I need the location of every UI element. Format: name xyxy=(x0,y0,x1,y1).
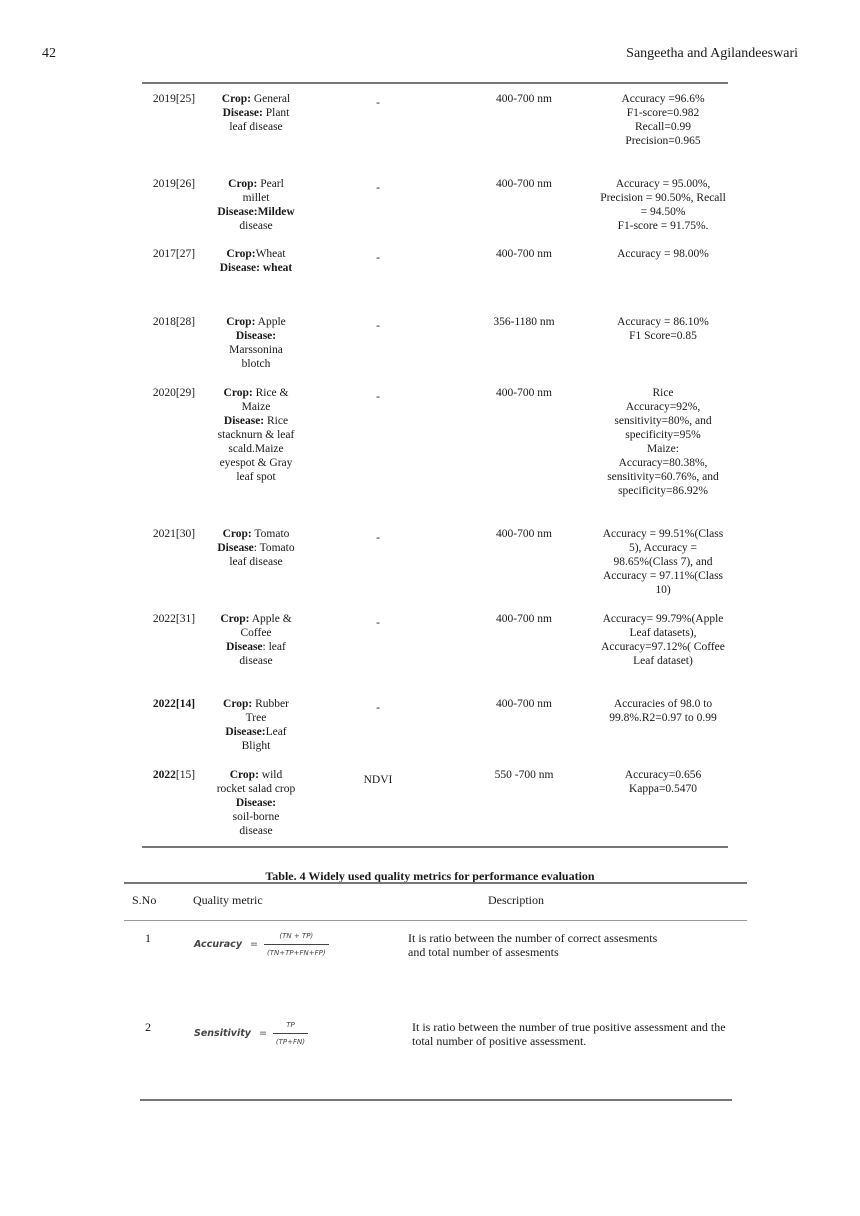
performance-line: Accuracy= 99.79%(Apple xyxy=(602,613,724,625)
performance-line: Accuracy = 86.10% xyxy=(617,316,709,328)
performance-line: Precision = 90.50%, Recall xyxy=(600,192,726,204)
year-text: 2017 xyxy=(152,248,176,260)
crop-disease-line xyxy=(206,428,306,442)
crop-disease-line xyxy=(206,810,306,824)
table-cell-year xyxy=(140,697,208,711)
performance-line: 10) xyxy=(655,584,671,596)
table-cell-year xyxy=(140,768,208,782)
field-value: Tomato xyxy=(251,528,290,540)
field-value: blotch xyxy=(241,358,271,370)
crop-disease-line xyxy=(206,555,306,569)
field-label: Disease: xyxy=(235,330,277,342)
field-label: Crop: xyxy=(221,93,251,105)
performance-line: 98.65%(Class 7), and xyxy=(613,556,713,568)
table-cell-year xyxy=(140,315,208,329)
field-value: stacknurn & leaf xyxy=(217,429,295,441)
crop-disease-line xyxy=(206,191,306,205)
performance-line: 99.8%.R2=0.97 to 0.99 xyxy=(609,712,717,724)
year-text: 2018 xyxy=(152,316,176,328)
performance-line: Recall=0.99 xyxy=(635,121,691,133)
table-cell-crop-disease xyxy=(206,315,306,371)
crop-disease-line xyxy=(206,527,306,541)
table-cell-performance xyxy=(592,768,734,796)
denominator: (TN+TP+FN+FP) xyxy=(266,949,326,957)
crop-disease-line xyxy=(206,400,306,414)
table-cell-crop-disease xyxy=(206,177,306,233)
crop-disease-line xyxy=(206,357,306,371)
table-cell-vegetation-index: - xyxy=(376,320,380,332)
metric-formula xyxy=(194,1018,308,1049)
crop-disease-line xyxy=(206,456,306,470)
field-value: Apple & xyxy=(249,613,292,625)
field-label: Crop: xyxy=(220,613,250,625)
table4-sno: 1 xyxy=(145,931,151,945)
crop-disease-line xyxy=(206,120,306,134)
table-cell-vegetation-index: - xyxy=(376,252,380,264)
table-cell-vegetation-index: - xyxy=(376,182,380,194)
table4-header-sno: S.No xyxy=(132,893,157,907)
field-value: disease xyxy=(239,825,273,837)
reference-text: [26] xyxy=(175,178,196,190)
reference-text: [25] xyxy=(175,93,196,105)
performance-line: Accuracy = 95.00%, xyxy=(615,178,711,190)
table-cell-crop-disease xyxy=(206,247,306,275)
table4-caption: Table. 4 Widely used quality metrics for performance evaluation xyxy=(265,869,595,883)
field-value: eyespot & Gray xyxy=(219,457,293,469)
field-value: : leaf xyxy=(262,641,286,653)
description-line: total number of positive assessment. xyxy=(412,1034,587,1048)
performance-line: Accuracy =96.6% xyxy=(621,93,705,105)
performance-line: specificity=95% xyxy=(625,429,701,441)
table-cell-vegetation-index: - xyxy=(376,617,380,629)
field-value: Apple xyxy=(255,316,286,328)
field-value: millet xyxy=(242,192,270,204)
table4-bottom-rule xyxy=(140,1099,732,1101)
performance-line: F1-score = 91.75%. xyxy=(617,220,709,232)
field-label: Disease: xyxy=(225,726,266,738)
table4-top-rule xyxy=(124,882,747,884)
crop-disease-line xyxy=(206,612,306,626)
field-value: Rubber xyxy=(252,698,289,710)
crop-disease-line xyxy=(206,177,306,191)
performance-line: Leaf dataset) xyxy=(633,655,693,667)
table-cell-year xyxy=(140,177,208,191)
performance-line: Accuracy=0.656 xyxy=(624,769,702,781)
field-label: Crop: xyxy=(223,387,253,399)
performance-line: Accuracy=80.38%, xyxy=(618,457,708,469)
running-head: Sangeetha and Agilandeeswari xyxy=(626,46,798,61)
table-cell-year xyxy=(140,247,208,261)
equals-sign: = xyxy=(258,1028,267,1039)
table4-sno: 2 xyxy=(145,1020,151,1034)
table-cell-vegetation-index: - xyxy=(376,391,380,403)
performance-line: sensitivity=80%, and xyxy=(614,415,712,427)
crop-disease-line xyxy=(206,261,306,275)
performance-line: specificity=86.92% xyxy=(618,485,708,497)
table-cell-spectral-band: 400-700 nm xyxy=(496,93,552,105)
table-cell-year xyxy=(140,527,208,541)
field-value: Wheat xyxy=(255,248,286,260)
table4-header-metric: Quality metric xyxy=(193,893,263,907)
crop-disease-line xyxy=(206,711,306,725)
year-text: 2022 xyxy=(152,613,176,625)
crop-disease-line xyxy=(206,541,306,555)
field-value: Leaf xyxy=(265,726,287,738)
crop-disease-line xyxy=(206,725,306,739)
table-cell-performance xyxy=(592,386,734,498)
table-cell-spectral-band: 550 -700 nm xyxy=(494,769,554,781)
crop-disease-line xyxy=(206,205,306,219)
numerator: TP xyxy=(273,1018,308,1034)
table-cell-spectral-band: 400-700 nm xyxy=(496,387,552,399)
crop-disease-line xyxy=(206,315,306,329)
performance-line: F1-score=0.982 xyxy=(626,107,700,119)
table-cell-spectral-band: 400-700 nm xyxy=(496,528,552,540)
table-cell-spectral-band: 356-1180 nm xyxy=(493,316,555,328)
table-cell-crop-disease xyxy=(206,768,306,838)
crop-disease-line xyxy=(206,219,306,233)
performance-line: Accuracy=97.12%( Coffee xyxy=(601,641,725,653)
description-line: It is ratio between the number of correct assesments xyxy=(408,931,658,945)
field-value: soil-borne xyxy=(232,811,280,823)
metric-name: Accuracy xyxy=(194,939,243,950)
table3-bottom-rule xyxy=(142,846,728,848)
field-label: Disease:Mildew xyxy=(217,206,295,218)
crop-disease-line xyxy=(206,442,306,456)
table-cell-performance xyxy=(592,177,734,233)
performance-line: Accuracy = 97.11%(Class xyxy=(602,570,724,582)
crop-disease-line xyxy=(206,782,306,796)
table-cell-vegetation-index: - xyxy=(376,702,380,714)
description-line: It is ratio between the number of true positive assessment and the xyxy=(412,1020,726,1034)
crop-disease-line xyxy=(206,824,306,838)
reference-text: [14] xyxy=(175,698,196,710)
field-value: Maize xyxy=(241,401,271,413)
table-cell-spectral-band: 400-700 nm xyxy=(496,248,552,260)
year-text: 2019 xyxy=(152,93,176,105)
field-value: Rice & xyxy=(252,387,289,399)
table4-description xyxy=(408,931,738,959)
table4-description xyxy=(412,1020,742,1048)
table-cell-spectral-band: 400-700 nm xyxy=(496,698,552,710)
table-cell-crop-disease xyxy=(206,92,306,134)
field-value: Pearl xyxy=(257,178,284,190)
fraction xyxy=(273,1018,308,1049)
year-text: 2019 xyxy=(152,178,176,190)
crop-disease-line xyxy=(206,470,306,484)
field-value: Plant xyxy=(262,107,290,119)
field-label: Disease xyxy=(217,542,254,554)
field-label: Crop: xyxy=(222,528,252,540)
field-label: Disease: wheat xyxy=(219,262,293,274)
year-text: 2020 xyxy=(152,387,176,399)
field-value: Rice xyxy=(264,415,289,427)
table-cell-spectral-band: 400-700 nm xyxy=(496,178,552,190)
crop-disease-line xyxy=(206,343,306,357)
table-cell-crop-disease xyxy=(206,386,306,484)
description-line: and total number of assesments xyxy=(408,945,559,959)
crop-disease-line xyxy=(206,768,306,782)
table-cell-performance xyxy=(592,612,734,668)
field-value: rocket salad crop xyxy=(216,783,296,795)
field-value: disease xyxy=(239,220,273,232)
field-label: Crop: xyxy=(223,698,253,710)
denominator: (TP+FN) xyxy=(275,1038,306,1046)
crop-disease-line xyxy=(206,414,306,428)
performance-line: Rice xyxy=(652,387,674,399)
page-number: 42 xyxy=(42,46,56,61)
table-cell-performance xyxy=(592,92,734,148)
crop-disease-line xyxy=(206,626,306,640)
reference-text: [30] xyxy=(175,528,196,540)
field-value: leaf disease xyxy=(229,121,283,133)
numerator: (TN + TP) xyxy=(264,929,329,945)
performance-line: Maize: xyxy=(647,443,679,455)
year-text: 2021 xyxy=(152,528,176,540)
crop-disease-line xyxy=(206,386,306,400)
table-cell-year xyxy=(140,92,208,106)
reference-text: [31] xyxy=(175,613,196,625)
performance-line: Accuracy = 99.51%(Class xyxy=(602,528,724,540)
field-label: Disease: xyxy=(235,797,277,809)
performance-line: = 94.50% xyxy=(640,206,686,218)
table-cell-crop-disease xyxy=(206,527,306,569)
performance-line: Kappa=0.5470 xyxy=(628,783,698,795)
year-text: 2022 xyxy=(152,769,176,781)
field-label: Disease: xyxy=(223,415,265,427)
performance-line: sensitivity=60.76%, and xyxy=(607,471,719,483)
table-cell-vegetation-index: NDVI xyxy=(363,774,393,786)
crop-disease-line xyxy=(206,329,306,343)
performance-line: Accuracies of 98.0 to xyxy=(613,698,713,710)
field-label: Crop: xyxy=(226,248,256,260)
field-value: leaf disease xyxy=(229,556,283,568)
table4-header-description: Description xyxy=(488,893,544,907)
crop-disease-line xyxy=(206,247,306,261)
crop-disease-line xyxy=(206,697,306,711)
field-label: Crop: xyxy=(229,769,259,781)
table-cell-performance xyxy=(592,527,734,597)
table-cell-performance xyxy=(592,315,734,343)
field-label: Crop: xyxy=(228,178,258,190)
reference-text: [27] xyxy=(175,248,196,260)
field-label: Disease xyxy=(226,641,263,653)
crop-disease-line xyxy=(206,796,306,810)
field-label: Crop: xyxy=(226,316,256,328)
reference-text: [15] xyxy=(175,769,196,781)
performance-line: 5), Accuracy = xyxy=(628,542,698,554)
year-text: 2022 xyxy=(152,698,176,710)
crop-disease-line xyxy=(206,640,306,654)
crop-disease-line xyxy=(206,92,306,106)
table-cell-vegetation-index: - xyxy=(376,532,380,544)
field-value: leaf spot xyxy=(236,471,276,483)
table-cell-spectral-band: 400-700 nm xyxy=(496,613,552,625)
metric-formula xyxy=(194,929,329,960)
field-value: Coffee xyxy=(240,627,272,639)
performance-line: F1 Score=0.85 xyxy=(629,330,697,342)
field-label: Disease: xyxy=(222,107,263,119)
performance-line: Accuracy=92%, xyxy=(625,401,701,413)
table-cell-performance xyxy=(592,697,734,725)
field-value: disease xyxy=(239,655,273,667)
performance-line: Leaf datasets), xyxy=(629,627,697,639)
field-value: Tree xyxy=(245,712,267,724)
field-value: wild xyxy=(258,769,283,781)
crop-disease-line xyxy=(206,106,306,120)
table-cell-vegetation-index: - xyxy=(376,97,380,109)
table-cell-crop-disease xyxy=(206,612,306,668)
table-cell-performance xyxy=(592,247,734,261)
table-cell-year xyxy=(140,386,208,400)
performance-line: Precision=0.965 xyxy=(625,135,701,147)
field-value: Blight xyxy=(241,740,271,752)
field-value: General xyxy=(250,93,291,105)
field-value: : Tomato xyxy=(253,542,295,554)
fraction xyxy=(264,929,329,960)
equals-sign: = xyxy=(250,939,258,950)
reference-text: [29] xyxy=(175,387,196,399)
table-cell-year xyxy=(140,612,208,626)
field-value: scald.Maize xyxy=(228,443,284,455)
metric-name: Sensitivity xyxy=(194,1028,251,1039)
crop-disease-line xyxy=(206,739,306,753)
crop-disease-line xyxy=(206,654,306,668)
table-cell-crop-disease xyxy=(206,697,306,753)
field-value: Marssonina xyxy=(229,344,283,356)
table4-header-rule xyxy=(124,920,747,921)
performance-line: Accuracy = 98.00% xyxy=(617,248,709,260)
reference-text: [28] xyxy=(175,316,196,328)
